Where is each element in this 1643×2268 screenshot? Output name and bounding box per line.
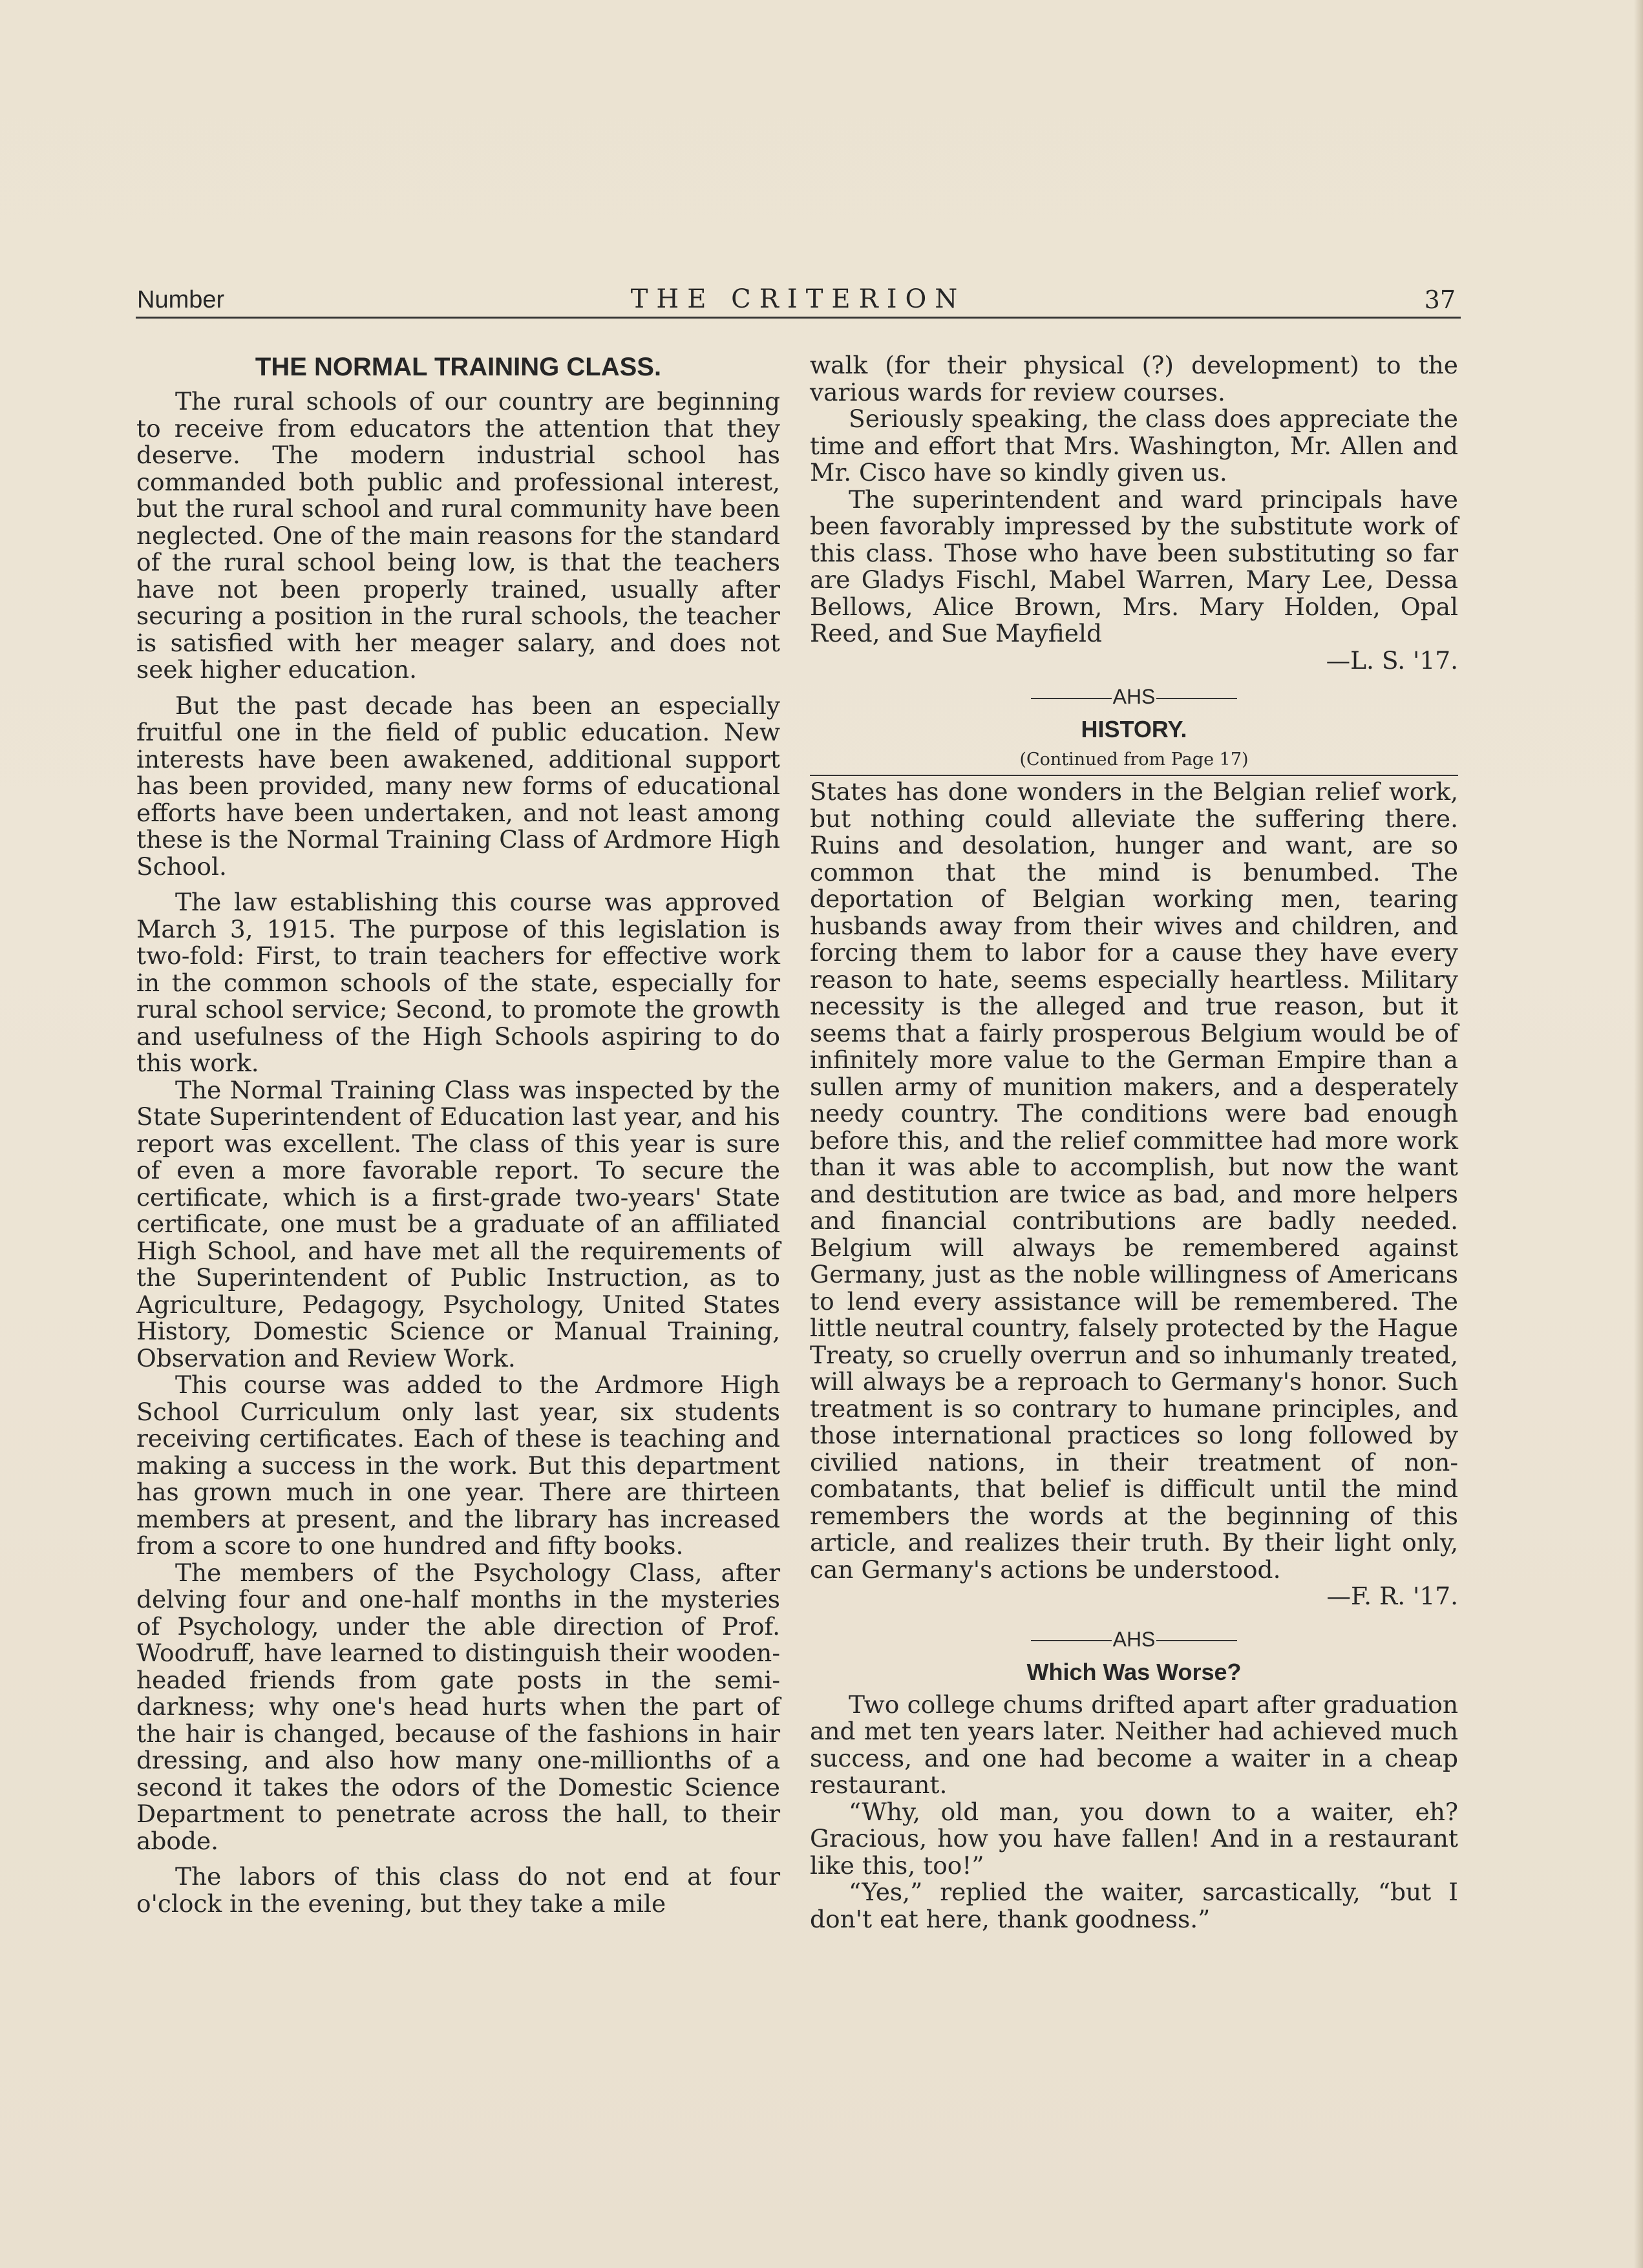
header-number-label: Number: [137, 286, 225, 313]
article-paragraph: The labors of this class do not end at four o'clock in the evening, but they take a mile: [136, 1862, 780, 1918]
continued-note: (Continued from Page 17): [810, 749, 1458, 776]
article-paragraph: The superintendent and ward principals have been favorably impressed by the substitute work of this class. Those who have been substituting so far are Gladys Fischl, Mabel Warren, Mary Lee, Dessa Bellows, Alice Brown, Mrs. Mary Holden, Opal Reed, and Sue Mayfield: [810, 485, 1458, 647]
separator-text: AHS: [1112, 1627, 1156, 1651]
separator-rule: [1156, 698, 1237, 699]
page-number: 37: [1424, 286, 1456, 314]
article-paragraph: But the past decade has been an especially fruitful one in the field of public education. New interests have been awakened, additional support has been provided, many new forms of educational efforts have been undertaken, and not least among these is the Normal Training Class of Ardmore High School.: [136, 691, 780, 881]
separator-text: AHS: [1112, 685, 1156, 708]
signature-fr: —F. R. '17.: [1326, 1582, 1458, 1610]
article-paragraph: The members of the Psychology Class, after delving four and one-half months in the mysteries of Psychology, under the able direction of Prof. Woodruff, have learned to distinguish their wooden-headed friends from gate posts in the semi-darkness; why one's head hurts when the part of the hair is changed, because of the fashions in hair dressing, and also how many one-millionths of a second it takes the odors of the Domestic Science Department to penetrate across the hall, to their abode.: [136, 1558, 780, 1855]
article-paragraph: The rural schools of our country are beginning to receive from educators the attention that they deserve. The modern industrial school has commanded both public and professional interest, but the rural school and rural community have been neglected. One of the main reasons for the standard of the rural school being low, is that the teachers have not been properly trained, usually after securing a position in the rural schools, the teacher is satisfied with her meager salary, and does not seek higher education.: [136, 387, 780, 684]
separator-rule: [1031, 698, 1112, 699]
left-column: [136, 352, 780, 1917]
signature-line: [810, 647, 1458, 675]
joke-title: Which Was Worse?: [1026, 1658, 1242, 1685]
normal-training-title: THE NORMAL TRAINING CLASS.: [255, 353, 662, 381]
separator-rule: [1031, 1640, 1112, 1641]
history-text: States has done wonders in the Belgian relief work, but nothing could alleviate the suffering there. Ruins and desolation, hunger and want, are so common that the mind is benumbed. The deportation of Belgian working men, tearing husbands away from their wives and children, and forcing them to labor for a cause they have every reason to hate, seems especially heartless. Military necessity is the alleged and true reason, but it seems that a fairly prosperous Belgium would be of infinitely more value to the German Empire than a sullen army of munition makers, and a desperately needy country. The conditions were bad enough before this, and the relief committee had more work than it was able to accomplish, but now the want and destitution are twice as bad, and more helpers and financial contributions are badly needed. Belgium will always be remembered against Germany, just as the noble willingness of Americans to lend every assistance will be remembered. The little neutral country, falsely protected by the Hague Treaty, so cruelly overrun and so inhumanly treated, will always be a reproach to Germany's honor. Such treatment is so contrary to humane principles, and those international practices so long followed by civilied nations, in their treatment of non-combatants, that belief is difficult until the mind remembers the words at the beginning of this article, and realizes their truth. By their light only, can Germany's actions be understood.: [810, 777, 1458, 1584]
separator-rule: [1156, 1640, 1237, 1641]
article-paragraph: Seriously speaking, the class does appreciate the time and effort that Mrs. Washington, Mr. Allen and Mr. Cisco have so kindly given us.: [810, 404, 1458, 487]
section-separator: [810, 683, 1458, 710]
article-paragraph: This course was added to the Ardmore High School Curriculum only last year, six students receiving certificates. Each of these is teaching and making a success in the work. But this department has grown much in one year. There are thirteen members at present, and the library has increased from a score to one hundred and fifty books.: [136, 1370, 780, 1560]
signature-line: [810, 1583, 1458, 1610]
joke-paragraph: “Yes,” replied the waiter, sarcastically, “but I don't eat here, thank goodness.”: [810, 1878, 1458, 1933]
section-separator: [810, 1626, 1458, 1653]
history-title: HISTORY.: [1081, 716, 1187, 742]
joke-paragraph: “Why, old man, you down to a waiter, eh? Gracious, how you have fallen! And in a restaurant like this, too!”: [810, 1797, 1458, 1880]
article-paragraph: The law establishing this course was approved March 3, 1915. The purpose of this legislation is two-fold: First, to train teachers for effective work in the common schools of the state, especially for rural school service; Second, to promote the growth and usefulness of the High Schools aspiring to do this work.: [136, 888, 780, 1077]
article-continuation: walk (for their physical (?) development) to the various wards for review courses.: [810, 351, 1458, 406]
signature-ls: —L. S. '17.: [1326, 646, 1458, 675]
running-header: [136, 284, 1461, 319]
magazine-title: THE CRITERION: [630, 284, 966, 314]
joke-paragraph: Two college chums drifted apart after graduation and met ten years later. Neither had achieved much success, and one had become a waiter in a cheap restaurant.: [810, 1690, 1458, 1799]
article-paragraph: The Normal Training Class was inspected by the State Superintendent of Education last year, and his report was excellent. The class of this year is sure of even a more favorable report. To secure the certificate, which is a first-grade two-years' State certificate, one must be a graduate of an affiliated High School, and have met all the requirements of the Superintendent of Public Instruction, as to Agriculture, Pedagogy, Psychology, United States History, Domestic Science or Manual Training, Observation and Review Work.: [136, 1075, 780, 1372]
right-column: [810, 352, 1458, 1933]
